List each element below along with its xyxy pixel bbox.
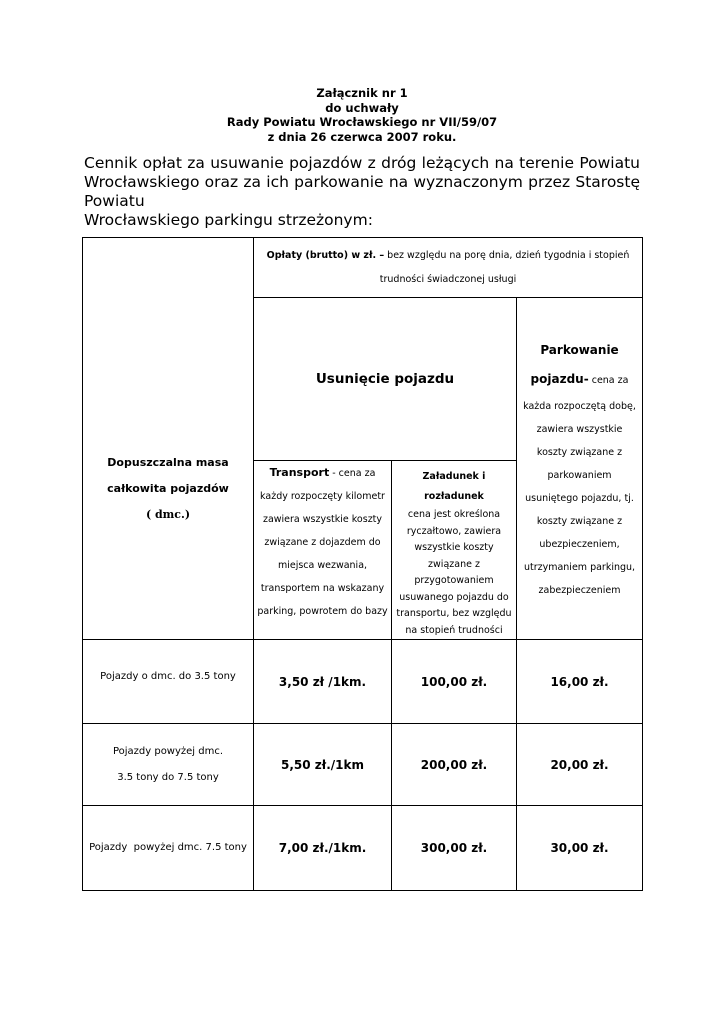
intro-line-2: Wrocławskiego oraz za ich parkowanie na wyznaczonym przez Starostę Powiatu <box>84 173 640 210</box>
intro-line-1: Cennik opłat za usuwanie pojazdów z dróg leżących na terenie Powiatu <box>84 154 640 172</box>
resolution-ref: do uchwały <box>325 100 399 115</box>
parking-header-text-1: cena za <box>588 375 629 386</box>
transport-header-text: - cena za każdy rozpoczęty kilometr zawiera wszystkie koszty związane z dojazdem do miejsca wezwania, transportem na wskazany parking, powrotem do bazy <box>257 468 388 617</box>
document-header <box>0 86 724 144</box>
loading-header-text: cena jest określona ryczałtowo, zawiera wszystkie koszty związane z przygotowaniem usuwanego pojazdu do transportu, bez względu na stopień trudności <box>396 509 512 636</box>
mass-header-line-1: Dopuszczalna masa <box>107 455 229 469</box>
row-3-parking: 30,00 zł. <box>517 806 643 891</box>
intro-line-3: Wrocławskiego parkingu strzeżonym: <box>84 211 373 229</box>
annex-number: Załącznik nr 1 <box>316 86 408 100</box>
fees-header-cell <box>254 238 643 298</box>
row-1-label: Pojazdy o dmc. do 3.5 tony <box>83 640 254 724</box>
row-2-transport: 5,50 zł./1km <box>254 724 392 806</box>
parking-header-cell <box>517 298 643 640</box>
transport-header-title: Transport <box>269 466 330 479</box>
row-3-loading: 300,00 zł. <box>392 806 517 891</box>
parking-header-title-2: pojazdu- <box>530 372 589 386</box>
row-2-label: Pojazdy powyżej dmc. 3.5 tony do 7.5 tony <box>83 724 254 806</box>
row-2-loading: 200,00 zł. <box>392 724 517 806</box>
loading-header-title: Załadunek i rozładunek <box>422 471 486 502</box>
table-row <box>83 724 643 806</box>
fees-header-row <box>83 238 643 298</box>
table-row <box>83 640 643 724</box>
fees-header-bold: Opłaty (brutto) w zł. – <box>266 249 385 261</box>
row-3-transport: 7,00 zł./1km. <box>254 806 392 891</box>
council-resolution: Rady Powiatu Wrocławskiego nr VII/59/07 <box>226 115 498 129</box>
price-table <box>82 237 643 891</box>
mass-header-abbr: ( dmc.) <box>145 507 191 521</box>
table-row <box>83 806 643 891</box>
row-1-transport: 3,50 zł /1km. <box>254 640 392 724</box>
loading-header-cell <box>392 461 517 640</box>
row-3-label: Pojazdy powyżej dmc. 7.5 tony <box>83 806 254 891</box>
removal-header-label: Usunięcie pojazdu <box>315 371 455 387</box>
mass-header-cell <box>83 238 254 640</box>
removal-header-cell <box>254 298 517 461</box>
parking-header-text: każda rozpoczętą dobę, zawiera wszystkie koszty związane z parkowaniem usuniętego pojazdu, tj. koszty związane z ubezpieczeniem, utrzymaniem parkingu, zabezpieczeniem <box>523 401 636 596</box>
mass-header-line-2: całkowita pojazdów <box>107 481 229 495</box>
row-1-parking: 16,00 zł. <box>517 640 643 724</box>
fees-header-text: bez względu na porę dnia, dzień tygodnia i stopień <box>384 249 630 261</box>
transport-header-cell <box>254 461 392 640</box>
parking-header-title: Parkowanie <box>540 343 619 357</box>
resolution-date: z dnia 26 czerwca 2007 roku. <box>267 129 457 144</box>
intro-paragraph <box>84 154 640 230</box>
row-1-loading: 100,00 zł. <box>392 640 517 724</box>
row-2-parking: 20,00 zł. <box>517 724 643 806</box>
fees-header-line-2: trudności świadczonej usługi <box>379 273 517 285</box>
